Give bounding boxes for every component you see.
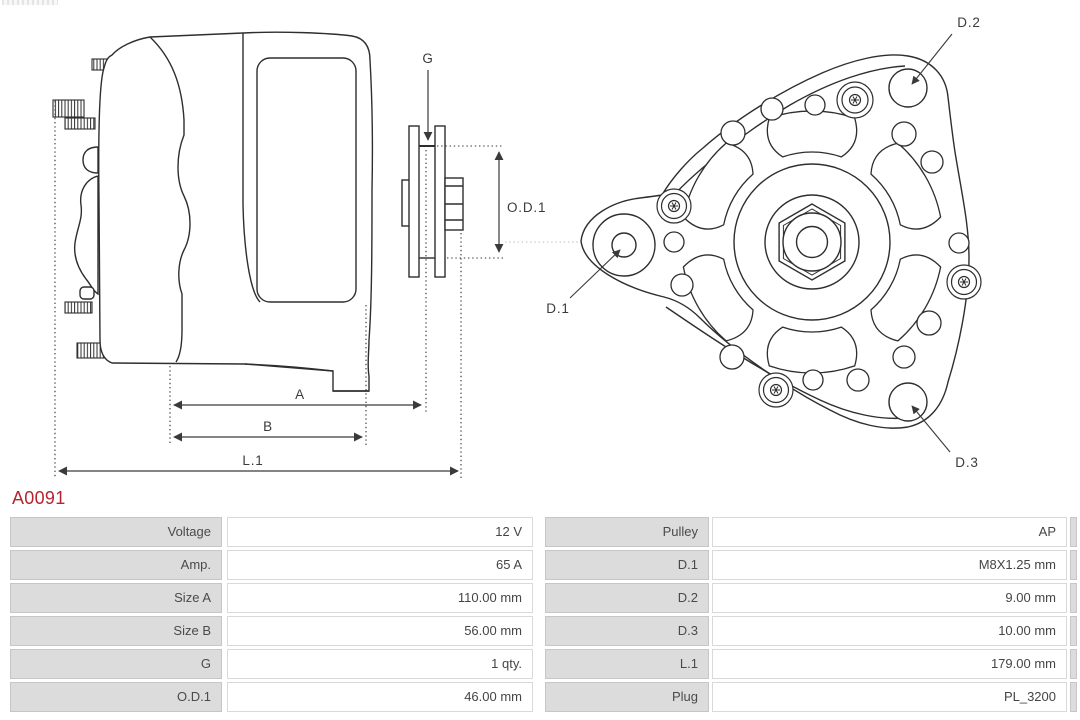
pulley — [402, 126, 463, 277]
mount-hole-d3 — [889, 383, 927, 421]
spec-value: 1 qty. — [227, 649, 533, 679]
table-row — [10, 649, 1080, 679]
spec-table — [10, 517, 1080, 715]
label-b: B — [263, 419, 273, 434]
spec-value: 56.00 mm — [227, 616, 533, 646]
table-row — [10, 517, 1080, 547]
clipped-cell — [1070, 649, 1077, 679]
front-view-drawing — [581, 55, 981, 428]
label-a: A — [295, 387, 305, 402]
spec-value: M8X1.25 mm — [712, 550, 1067, 580]
spec-value: 46.00 mm — [227, 682, 533, 712]
mount-hole-d2 — [889, 69, 927, 107]
spec-label: Plug — [545, 682, 709, 712]
table-row — [10, 583, 1080, 613]
label-d3: D.3 — [955, 455, 979, 470]
spec-label: O.D.1 — [10, 682, 222, 712]
spec-value: 12 V — [227, 517, 533, 547]
clipped-cell — [1070, 517, 1077, 547]
clipped-cell — [1070, 583, 1077, 613]
spec-value: 179.00 mm — [712, 649, 1067, 679]
table-row — [10, 682, 1080, 712]
spec-value: 9.00 mm — [712, 583, 1067, 613]
label-od1: O.D.1 — [507, 200, 547, 215]
clipped-logo-fragment — [2, 0, 58, 5]
side-view-drawing — [53, 32, 463, 391]
spec-label: L.1 — [545, 649, 709, 679]
spec-label: D.3 — [545, 616, 709, 646]
table-row — [10, 616, 1080, 646]
clipped-cell — [1070, 550, 1077, 580]
spec-label: D.2 — [545, 583, 709, 613]
label-g: G — [422, 51, 434, 66]
spec-value: AP — [712, 517, 1067, 547]
label-d1: D.1 — [546, 301, 570, 316]
spec-label: Size A — [10, 583, 222, 613]
spec-label: G — [10, 649, 222, 679]
label-l1: L.1 — [242, 453, 264, 468]
ear-hole-d1 — [612, 233, 636, 257]
side-connector-outline — [75, 176, 98, 294]
rotor-hub — [734, 164, 890, 320]
side-lug — [80, 287, 94, 299]
clipped-cell — [1070, 616, 1077, 646]
clipped-cell — [1070, 682, 1077, 712]
spec-value: 10.00 mm — [712, 616, 1067, 646]
label-d2: D.2 — [957, 15, 981, 30]
table-row — [10, 550, 1080, 580]
spec-label: Voltage — [10, 517, 222, 547]
rear-cover — [257, 58, 356, 302]
spec-value: 65 A — [227, 550, 533, 580]
side-terminal-bump — [83, 147, 98, 173]
spec-label: D.1 — [545, 550, 709, 580]
spec-label: Size B — [10, 616, 222, 646]
spec-value: 110.00 mm — [227, 583, 533, 613]
spec-value: PL_3200 — [712, 682, 1067, 712]
part-number: A0091 — [12, 488, 66, 508]
spec-label: Pulley — [545, 517, 709, 547]
spec-label: Amp. — [10, 550, 222, 580]
